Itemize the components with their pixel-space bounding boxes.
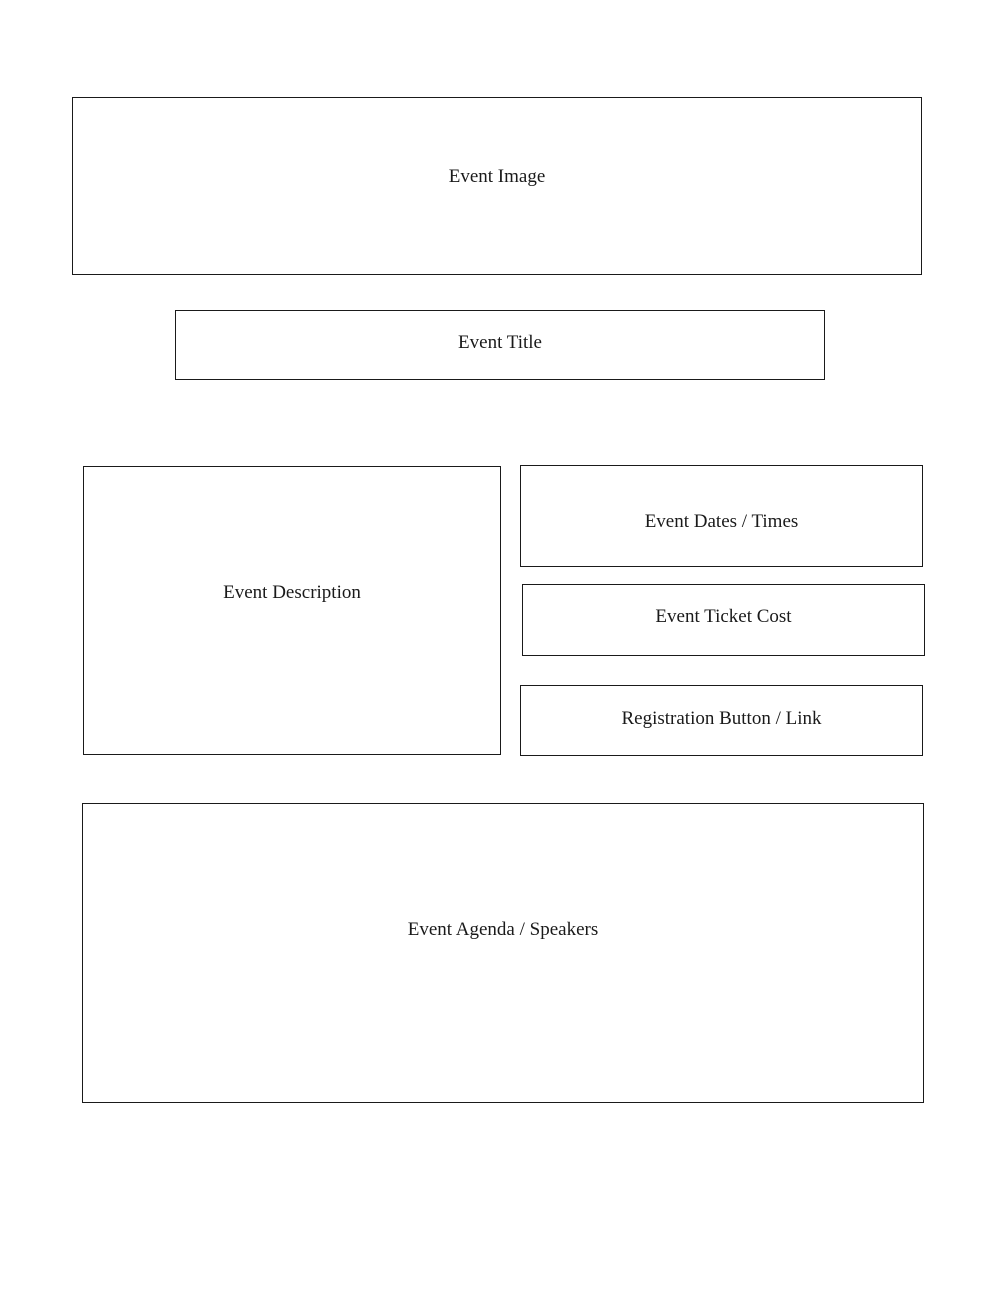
registration-button-placeholder (520, 685, 923, 756)
event-dates-times-label: Event Dates / Times (644, 511, 799, 532)
event-ticket-cost-label: Event Ticket Cost (655, 606, 792, 627)
registration-button-label: Registration Button / Link (621, 708, 822, 729)
event-image-label: Event Image (448, 166, 546, 187)
event-ticket-cost-placeholder (522, 584, 925, 656)
event-image-placeholder (72, 97, 922, 275)
event-dates-times-placeholder (520, 465, 923, 567)
event-agenda-speakers-placeholder (82, 803, 924, 1103)
event-title-label: Event Title (458, 332, 542, 353)
event-description-label: Event Description (223, 582, 361, 603)
event-agenda-speakers-label: Event Agenda / Speakers (407, 919, 599, 940)
event-title-placeholder (175, 310, 825, 380)
event-description-placeholder (83, 466, 501, 755)
